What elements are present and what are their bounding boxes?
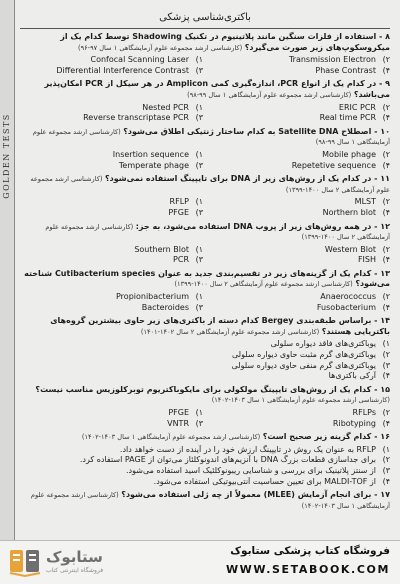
option-number: ۳) [195, 113, 203, 123]
option-number: ۲) [382, 292, 390, 302]
answer-option[interactable] [209, 408, 390, 419]
footer-banner [0, 540, 400, 584]
option-text: MLST [354, 197, 376, 207]
question-source: (کارشناسی ارشد مجموعه علوم آزمایشگاهی ۲ سال ۱۴۰۲-۱۴۰۱) [140, 327, 320, 336]
option-text: از MALDI-TOF برای تعیین حساسیت آنتی‌بیوتیکی استفاده می‌شود. [153, 476, 376, 486]
question-source: (کارشناسی ارشد مجموعه علوم آزمایشگاهی ۱ سال ۹۹-۹۸) [187, 90, 352, 99]
option-text: Real time PCR [319, 113, 376, 123]
answer-option[interactable] [209, 66, 390, 77]
answer-option[interactable] [22, 339, 390, 350]
page-title: باکتری‌شناسی پزشکی [159, 12, 251, 23]
question-text: ۱۳ - کدام یک از گزینه‌های زیر در تقسیم‌بندی جدید به عنوان Cutibacterium species شناخته می‌شود؟ [24, 268, 390, 289]
option-text: PFGE [168, 207, 189, 217]
answer-option[interactable] [22, 466, 390, 477]
option-number: ۴) [382, 476, 390, 486]
answer-option[interactable] [209, 245, 390, 256]
option-text: یوباکتری‌های گرم منفی حاوی دیواره سلولی [231, 360, 376, 370]
options-grid [22, 197, 390, 218]
option-number: ۴) [382, 418, 390, 428]
option-number: ۲) [382, 55, 390, 65]
option-number: ۱) [195, 244, 203, 254]
store-name: فروشگاه کتاب پزشکی ستابوک [230, 545, 390, 557]
option-number: ۱) [195, 408, 203, 417]
answer-option[interactable] [209, 303, 390, 314]
option-number: ۱) [195, 102, 203, 112]
answer-option[interactable] [22, 245, 203, 256]
option-number: ۳) [382, 465, 390, 475]
option-text: RFLP [169, 197, 189, 207]
option-text: ERIC PCR [338, 102, 376, 112]
question-source: (کارشناسی ارشد مجموعه علوم آزمایشگاهی ۲ سال ۱۴۰۰-۱۳۹۹) [45, 222, 390, 242]
answer-option[interactable] [209, 113, 390, 124]
option-text: Anaerococcus [320, 292, 376, 302]
answer-option[interactable] [209, 419, 390, 430]
option-text: Bacteroides [141, 302, 189, 312]
answer-option[interactable] [22, 197, 203, 208]
option-text: از سنتز پلاتینیک برای بررسی و شناسایی ریبونوکلئیک اسید استفاده می‌شود. [126, 465, 376, 475]
question-8 [22, 32, 390, 76]
options-grid [22, 103, 390, 124]
answer-option[interactable] [22, 103, 203, 114]
option-text: Nested PCR [142, 102, 189, 112]
option-number: ۴) [382, 65, 390, 75]
option-number: ۳) [195, 65, 203, 75]
answer-option[interactable] [22, 419, 203, 430]
option-text: Reverse transcriptase PCR [83, 113, 189, 123]
question-text: ۹ - در کدام یک از انواع PCR، اندازه‌گیری کمی Amplicon در هر سیکل از PCR امکان‌پذیر می‌باشد؟ [44, 79, 390, 99]
question-source: (کارشناسی ارشد مجموعه علوم آزمایشگاهی ۲ سال ۱۴۰۰-۱۳۹۹) [174, 280, 353, 289]
answer-option[interactable] [22, 208, 203, 219]
question-source: (کارشناسی ارشد مجموعه علوم آزمایشگاهی ۱ سال ۹۹-۹۸) [32, 127, 390, 147]
option-text: FISH [357, 255, 376, 265]
question-source: (کارشناسی ارشد مجموعه علوم آزمایشگاهی ۱ سال ۱۴۰۳-۱۴۰۲) [30, 491, 390, 510]
option-number: ۴) [382, 160, 390, 170]
option-text: یوباکتری‌های فاقد دیواره سلولی [270, 339, 376, 349]
option-number: ۲) [382, 455, 390, 465]
answer-option[interactable] [22, 292, 203, 303]
question-text: ۱۶ - کدام گزینه زیر صحیح است؟ [262, 432, 390, 442]
question-source: (کارشناسی ارشد مجموعه علوم آزمایشگاهی ۱ سال ۱۴۰۳-۱۴۰۲) [81, 433, 261, 442]
question-source: (کارشناسی ارشد مجموعه علوم آزمایشگاهی ۱ سال ۹۷-۹۶) [78, 43, 243, 52]
option-text: Transmission Electron [288, 55, 376, 65]
option-number: ۱) [195, 149, 203, 159]
question-text: ۸ - استفاده از فلزات سنگین مانند پلاتینیوم در تکنیک Shadowing توسط کدام یک از میکروسکوپ‌های زیر صورت می‌گیرد؟ [60, 32, 390, 52]
options-grid [22, 150, 390, 171]
answer-option[interactable] [22, 113, 203, 124]
answer-option[interactable] [22, 408, 203, 419]
option-text: Southern Blot [134, 244, 189, 254]
option-number: ۲) [382, 408, 390, 417]
question-text: ۱۵ - کدام یک از روش‌های تایپینگ مولکولی برای مایکوباکتریوم توبرکلوزیس مناسب نیست؟ [35, 384, 390, 394]
option-number: ۳) [382, 360, 390, 370]
option-text: Propionibacterium [116, 292, 189, 302]
options-grid [22, 245, 390, 266]
option-number: ۳) [195, 418, 203, 428]
option-number: ۳) [195, 255, 203, 265]
options-grid [22, 292, 390, 313]
store-website-link[interactable]: WWW.SETABOOK.COM [225, 563, 390, 576]
question-16 [22, 432, 390, 487]
option-number: ۴) [382, 255, 390, 265]
question-12 [22, 222, 390, 266]
store-logo[interactable] [8, 547, 128, 579]
answer-option[interactable] [22, 477, 390, 488]
option-number: ۱) [195, 292, 203, 302]
option-number: ۲) [382, 102, 390, 112]
option-number: ۴) [382, 113, 390, 123]
answer-option[interactable] [22, 350, 390, 361]
option-number: ۳) [195, 160, 203, 170]
option-number: ۱) [382, 339, 390, 349]
option-text: RFLPs [352, 408, 376, 417]
logo-wordmark: ستابوک [46, 548, 103, 566]
options-grid [22, 445, 390, 487]
answer-option[interactable] [22, 161, 203, 172]
option-text: Mobile phage [322, 149, 376, 159]
option-number: ۱) [195, 197, 203, 207]
option-text: Temperate phage [118, 160, 189, 170]
option-text: PFGE [168, 408, 189, 417]
option-number: ۲) [382, 149, 390, 159]
questions-list [22, 32, 390, 538]
option-number: ۲) [382, 197, 390, 207]
question-text: ۱۴ - براساس طبقه‌بندی Bergey کدام دسته از باکتری‌های زیر حاوی بیشترین گروه‌های باکتریایی هستند؟ [50, 316, 390, 336]
option-text: RFLP به عنوان یک روش در تایپینگ ارزش خود را در آینده از دست خواهد داد. [119, 444, 376, 454]
option-text: Repetetive sequence [291, 160, 376, 170]
question-text: ۱۱ - در کدام یک از روش‌های زیر از DNA برای تایپینگ استفاده نمی‌شود؟ [105, 174, 390, 184]
answer-option[interactable] [209, 161, 390, 172]
option-number: ۴) [382, 371, 390, 381]
option-number: ۳) [195, 207, 203, 217]
side-label: GOLDEN TESTS [2, 113, 11, 199]
side-band [0, 0, 15, 540]
answer-option[interactable] [22, 303, 203, 314]
answer-option[interactable] [22, 371, 390, 382]
question-15 [22, 385, 390, 429]
answer-option[interactable] [22, 361, 390, 372]
logo-subtitle: فروشگاه اینترنتی کتاب [46, 567, 104, 574]
question-14 [22, 316, 390, 382]
page-header [20, 12, 390, 29]
question-source: (کارشناسی ارشد مجموعه علوم آزمایشگاهی ۱ سال ۱۴۰۳-۱۴۰۲) [211, 396, 390, 405]
option-text: Insertion sequence [112, 149, 189, 159]
question-9 [22, 79, 390, 123]
question-17 [22, 490, 390, 511]
question-text: ۱۰ - اصطلاح Satellite DNA به کدام ساختار ژنتیکی اطلاق می‌شود؟ [123, 126, 390, 136]
option-text: Northern blot [322, 207, 376, 217]
answer-option[interactable] [209, 55, 390, 66]
question-13 [22, 269, 390, 313]
answer-option[interactable] [22, 455, 390, 466]
answer-option[interactable] [209, 208, 390, 219]
option-number: ۳) [195, 302, 203, 312]
option-text: VNTR [167, 418, 189, 428]
answer-option[interactable] [22, 55, 203, 66]
option-text: Fusobacterium [316, 302, 376, 312]
option-text: Western Blot [324, 244, 376, 254]
options-grid [22, 55, 390, 76]
answer-option[interactable] [209, 255, 390, 266]
option-text: برای جداسازی قطعات بزرگ DNA با آنزیم‌های اندونوکلئاز می‌توان از PAGE استفاده کرد. [79, 455, 376, 465]
answer-option[interactable] [209, 292, 390, 303]
question-source: (کارشناسی ارشد مجموعه علوم آزمایشگاهی ۲ سال ۱۴۰۰-۱۳۹۹) [30, 175, 390, 194]
answer-option[interactable] [22, 66, 203, 77]
options-grid [22, 339, 390, 381]
option-number: ۲) [382, 244, 390, 254]
option-text: Confocal Scanning Laser [90, 55, 189, 65]
answer-option[interactable] [209, 103, 390, 114]
answer-option[interactable] [209, 150, 390, 161]
answer-option[interactable] [22, 445, 390, 456]
book-logo-icon [8, 547, 42, 577]
option-text: Differential Interference Contrast [56, 65, 189, 75]
answer-option[interactable] [22, 150, 203, 161]
options-grid [22, 408, 390, 429]
question-text: ۱۷ - برای انجام آزمایش (MLEE) معمولاً از چه ژلی استفاده می‌شود؟ [121, 490, 390, 500]
answer-option[interactable] [209, 197, 390, 208]
option-number: ۲) [382, 350, 390, 360]
option-number: ۱) [195, 55, 203, 65]
option-number: ۴) [382, 207, 390, 217]
option-text: آرکی باکتری‌ها [328, 371, 376, 381]
option-text: Ribotyping [332, 418, 376, 428]
option-number: ۴) [382, 302, 390, 312]
option-number: ۱) [382, 444, 390, 454]
answer-option[interactable] [22, 255, 203, 266]
question-11 [22, 174, 390, 218]
option-text: PCR [173, 255, 189, 265]
question-text: ۱۲ - در همه روش‌های زیر از پروب DNA استفاده می‌شود، به جز: [135, 221, 390, 231]
question-10 [22, 127, 390, 171]
option-text: Phase Contrast [315, 65, 376, 75]
option-text: یوباکتری‌های گرم مثبت حاوی دیواره سلولی [232, 350, 376, 360]
